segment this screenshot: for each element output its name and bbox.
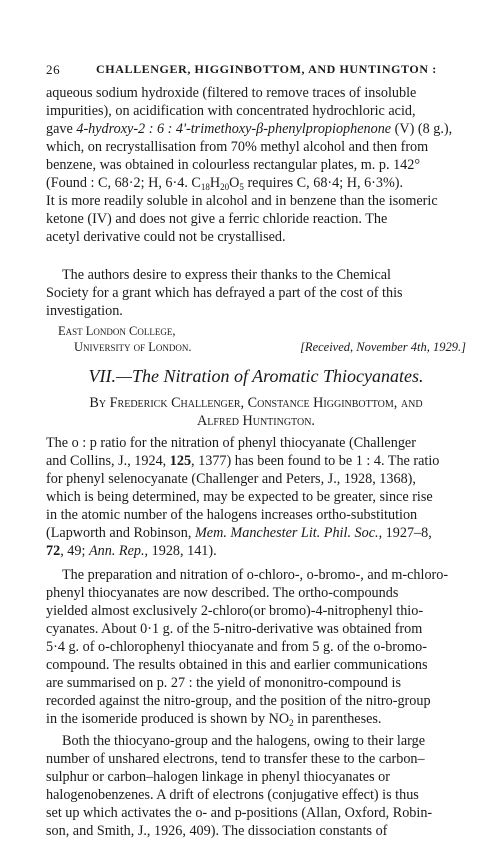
text-line: for phenyl selenocyanate (Challenger and Peters, J., 1928, 1368),: [46, 471, 416, 487]
text-line: The authors desire to express their thanks to the Chemical: [62, 267, 391, 283]
article-title: VII.—The Nitration of Aromatic Thiocyanates.: [88, 366, 424, 386]
text-line: Society for a grant which has defrayed a part of the cost of this: [46, 285, 403, 301]
text-line: son, and Smith, J., 1926, 409). The dissociation constants of: [46, 823, 388, 839]
text-line: which is being determined, may be expected to be greater, since rise: [46, 489, 433, 505]
text-line: phenyl thiocyanates are now described. The ortho-compounds: [46, 585, 399, 601]
text-line: gave 4-hydroxy-2 : 6 : 4'-trimethoxy-β-phenylpropiophenone (V) (8 g.),: [46, 121, 453, 137]
text-line: impurities), on acidification with concentrated hydrochloric acid,: [46, 103, 416, 119]
institution-university: University of London.: [74, 340, 192, 354]
text-line: aqueous sodium hydroxide (filtered to remove traces of insoluble: [46, 85, 417, 101]
text-line: in the isomeride produced is shown by $NO_2$ in parentheses.: [46, 711, 382, 728]
byline-line: By Frederick Challenger, Constance Higginbottom, and: [89, 395, 423, 411]
text-line: are summarised on p. 27 : the yield of mononitro-compound is: [46, 675, 402, 691]
text-line: investigation.: [46, 303, 123, 319]
paragraph-intro: [46, 434, 466, 560]
received-date: [Received, November 4th, 1929.]: [300, 340, 466, 354]
paragraph-continuation: [46, 84, 466, 246]
text-line: ketone (IV) and does not give a ferric chloride reaction. The: [46, 211, 388, 227]
text-line: number of unshared electrons, tend to transfer these to the carbon–: [46, 751, 425, 767]
text-line: The o : p ratio for the nitration of phenyl thiocyanate (Challenger: [46, 435, 416, 451]
text-line: It is more readily soluble in alcohol and in benzene than the isomeric: [46, 193, 438, 209]
text-line: in the atomic number of the halogens increases ortho-substitution: [46, 507, 418, 523]
text-line: (Found : C, 68·2; H, 6·4. $C_{18}H_{20}O_5$ requires C, 68·4; H, 6·3%).: [46, 175, 404, 192]
text-line: 5·4 g. of o-chlorophenyl thiocyanate and from 5 g. of the o-bromo-: [46, 639, 427, 655]
text-line: (Lapworth and Robinson, Mem. Manchester Lit. Phil. Soc., 1927–8,: [46, 525, 432, 541]
text-line: set up which activates the o- and p-positions (Allan, Oxford, Robin-: [46, 805, 433, 821]
text-line: which, on recrystallisation from 70% methyl alcohol and then from: [46, 139, 429, 155]
page-number: 26: [46, 62, 61, 77]
compound-name: 4-hydroxy-2 : 6 : 4'-trimethoxy-β-phenylpropiophenone: [76, 121, 392, 137]
text-line: halogenobenzenes. A drift of electrons (conjugative effect) is thus: [46, 787, 419, 803]
byline: [46, 394, 466, 430]
acknowledgement: [46, 266, 466, 320]
institution-college: East London College,: [58, 324, 176, 338]
text-line: acetyl derivative could not be crystallised.: [46, 229, 286, 245]
text-line: recorded against the nitro-group, and the position of the nitro-group: [46, 693, 431, 709]
text-line: cyanates. About 0·1 g. of the 5-nitro-derivative was obtained from: [46, 621, 423, 637]
paragraph-preparation: [46, 566, 466, 728]
text-line: and Collins, J., 1924, 125, 1377) has been found to be 1 : 4. The ratio: [46, 453, 440, 469]
paragraph-mechanism: [46, 732, 466, 840]
running-title: CHALLENGER, HIGGINBOTTOM, AND HUNTINGTON :: [96, 62, 437, 76]
text-line: The preparation and nitration of o-chloro-, o-bromo-, and m-chloro-: [62, 567, 449, 583]
text-line: Both the thiocyano-group and the halogens, owing to their large: [62, 733, 426, 749]
text-line: benzene, was obtained in colourless rectangular plates, m. p. 142°: [46, 157, 421, 173]
text-line: yielded almost exclusively 2-chloro(or bromo)-4-nitrophenyl thio-: [46, 603, 424, 619]
text-line: sulphur or carbon–halogen linkage in phenyl thiocyanates or: [46, 769, 390, 785]
byline-line: Alfred Huntington.: [197, 413, 315, 429]
text-line: compound. The results obtained in this and earlier communications: [46, 657, 428, 673]
text-line: 72, 49; Ann. Rep., 1928, 141).: [46, 543, 217, 559]
